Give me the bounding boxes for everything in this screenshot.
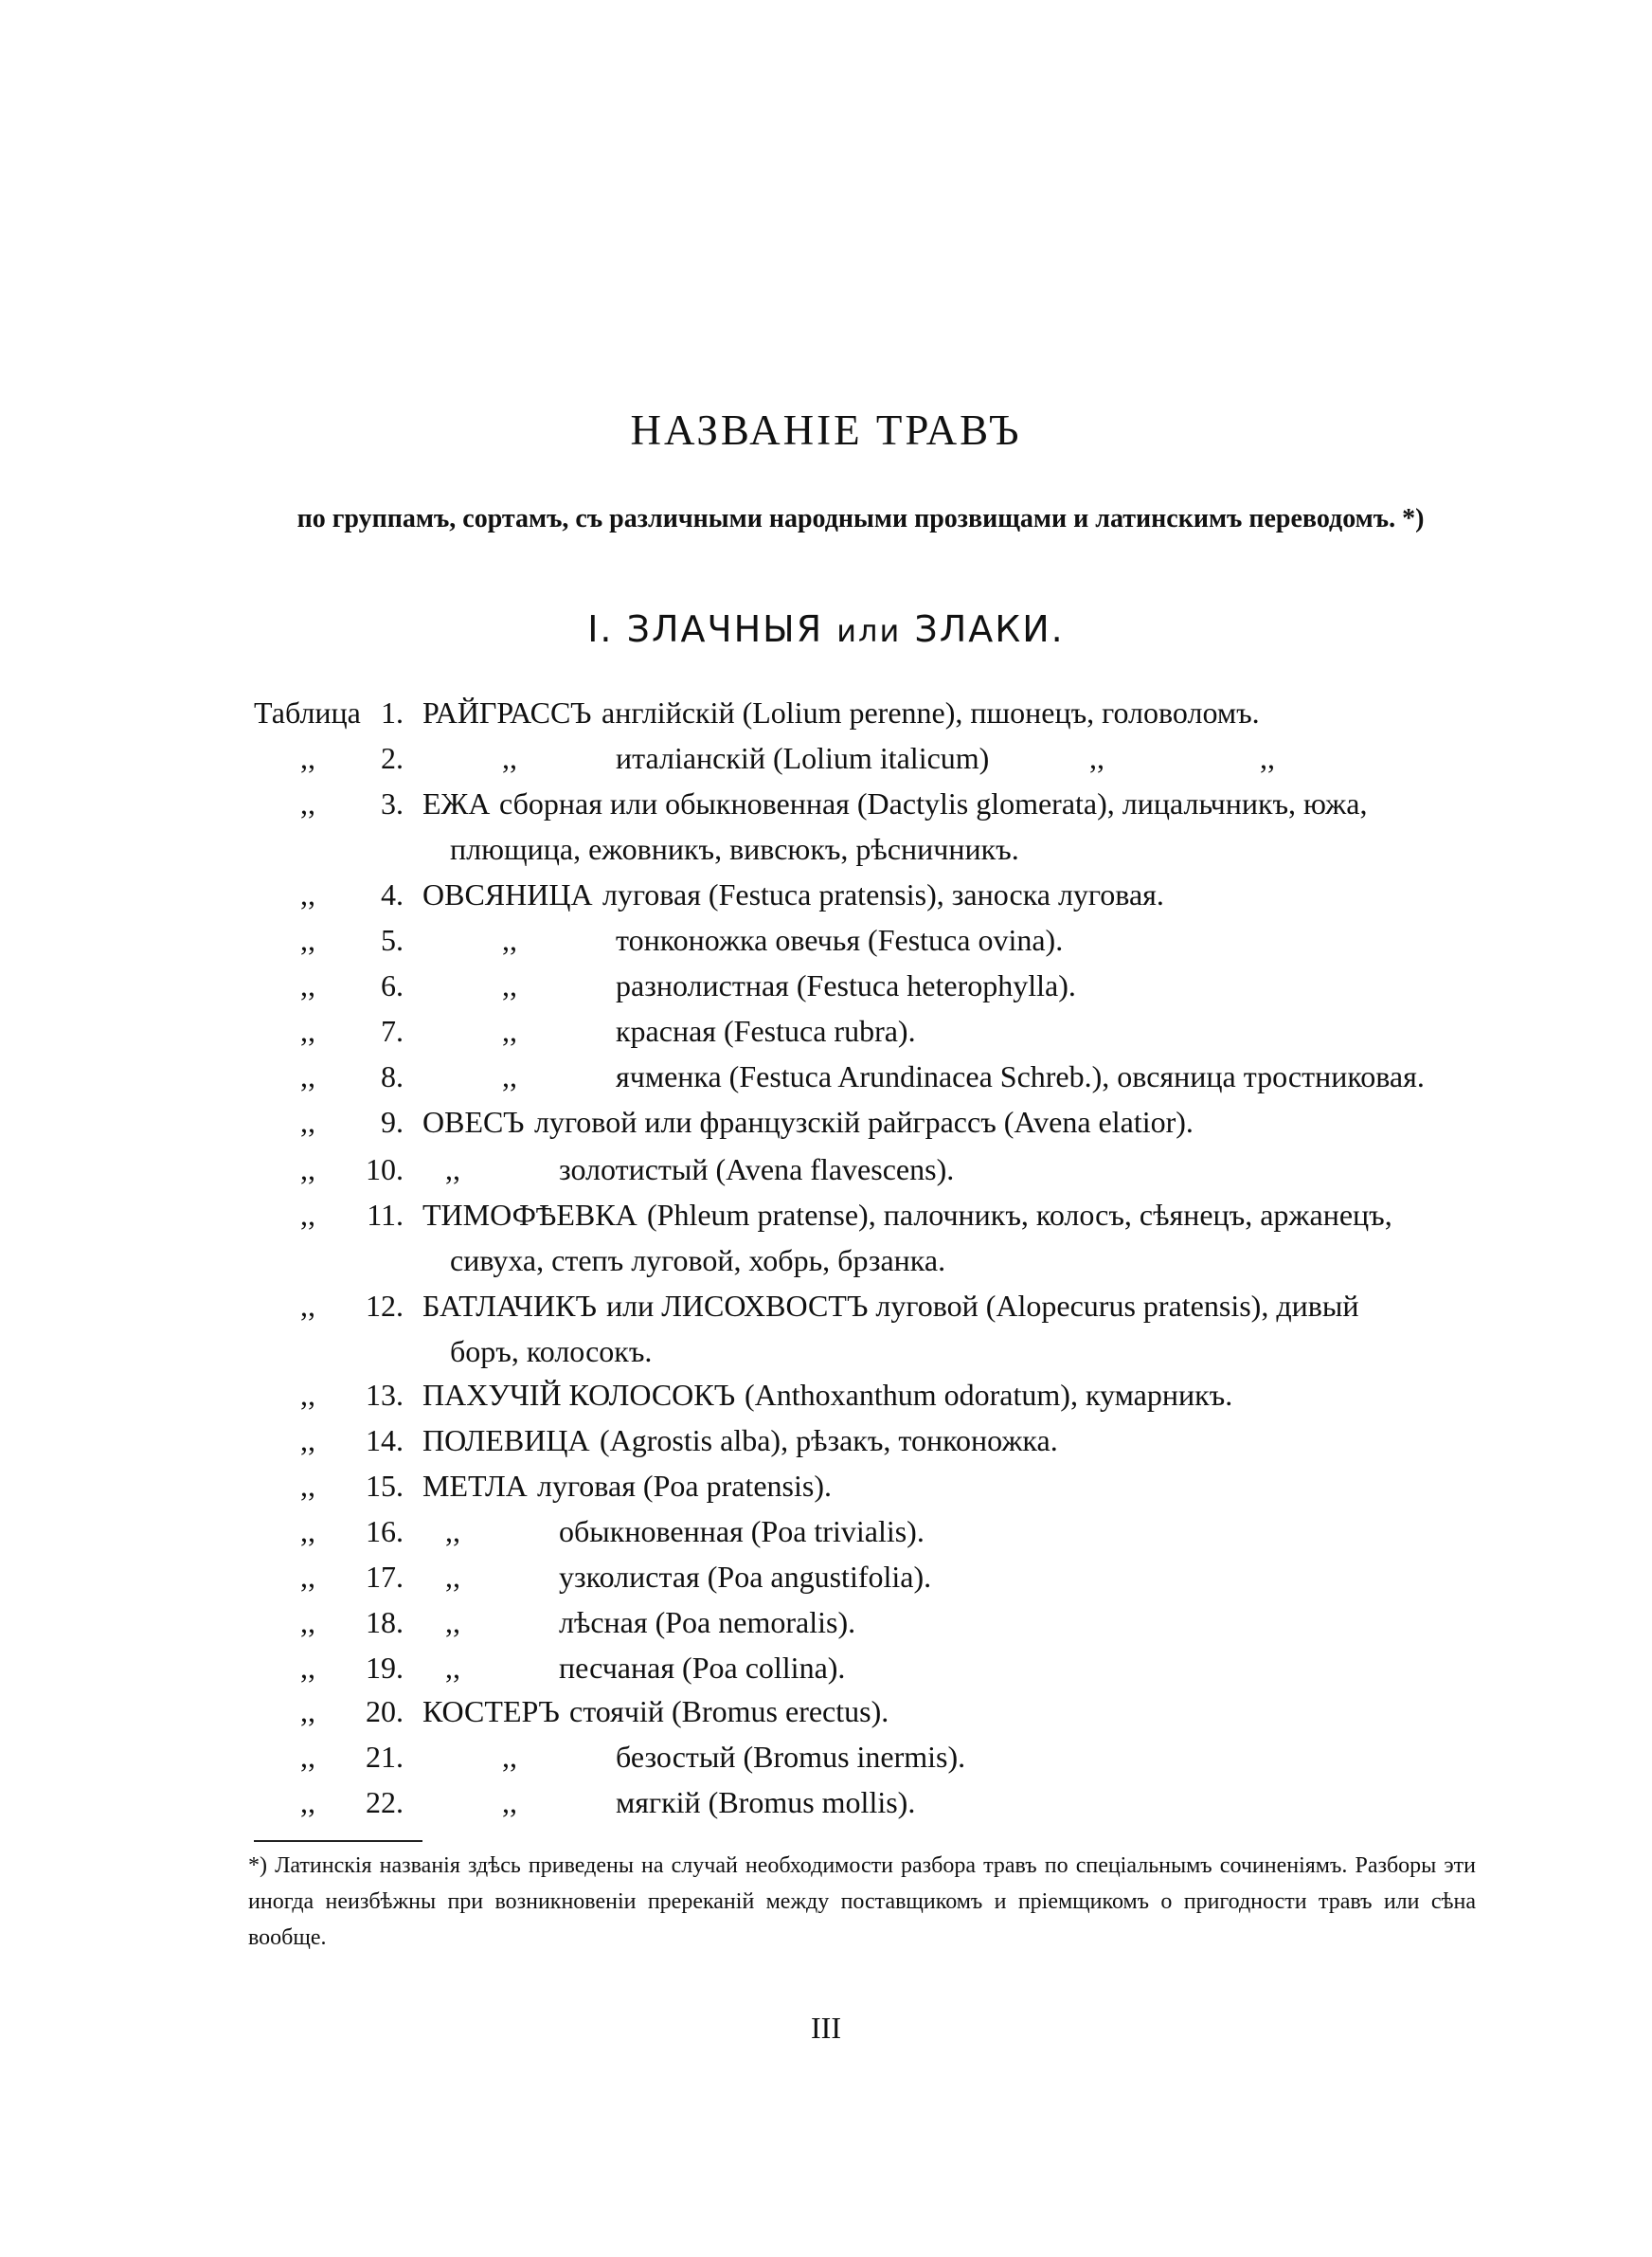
entry-number: 7. xyxy=(381,1014,404,1048)
grass-name: ОВЕСЪ xyxy=(422,1105,525,1139)
grass-name: ЕЖА xyxy=(422,786,491,821)
entry-description: англійскій (Lolium perenne), пшонецъ, головоломъ. xyxy=(602,695,1260,730)
entry-number: 11. xyxy=(367,1198,404,1232)
ditto-mark: ,, xyxy=(300,923,315,957)
entry-description: или ЛИСОХВОСТЪ луговой (Alopecurus pratensis), дивый xyxy=(606,1289,1359,1323)
entry-number: 16. xyxy=(366,1514,404,1548)
ditto-mark: ,, xyxy=(300,1105,315,1139)
entry-number: 2. xyxy=(381,741,404,775)
ditto-mark: ,, xyxy=(1089,741,1104,775)
entry-continuation: сивуха, степъ луговой, хобрь, брзанка. xyxy=(450,1243,946,1277)
ditto-mark: ,, xyxy=(300,1469,315,1503)
entry-number: 21. xyxy=(366,1740,404,1774)
ditto-mark: ,, xyxy=(300,1785,315,1819)
entry-description: луговой или французскій райграссъ (Avena elatior). xyxy=(534,1105,1194,1139)
page-number: III xyxy=(811,2011,841,2045)
ditto-mark: ,, xyxy=(1260,741,1275,775)
ditto-mark: ,, xyxy=(300,877,315,912)
ditto-mark: ,, xyxy=(445,1560,460,1594)
entry-description: разнолистная (Festuca heterophylla). xyxy=(616,968,1076,1002)
ditto-mark: ,, xyxy=(300,1605,315,1639)
ditto-mark: ,, xyxy=(300,1014,315,1048)
grass-name: БАТЛАЧИКЪ xyxy=(422,1289,597,1323)
entry-number: 17. xyxy=(366,1560,404,1594)
entry-description: стоячій (Bromus erectus). xyxy=(569,1694,889,1728)
entry-number: 6. xyxy=(381,968,404,1002)
entry-description: обыкновенная (Poa trivialis). xyxy=(559,1514,925,1548)
entry-description: луговая (Festuca pratensis), заноска луговая. xyxy=(602,877,1164,912)
entry-number: 8. xyxy=(381,1059,404,1093)
entry-description: мягкій (Bromus mollis). xyxy=(616,1785,916,1819)
entry-number: 9. xyxy=(381,1105,404,1139)
entry-number: 15. xyxy=(366,1469,404,1503)
ditto-mark: ,, xyxy=(445,1651,460,1685)
entry-description: узколистая (Poa angustifolia). xyxy=(559,1560,932,1594)
ditto-mark: ,, xyxy=(300,1651,315,1685)
ditto-mark: ,, xyxy=(502,1740,517,1774)
grass-name: КОСТЕРЪ xyxy=(422,1694,560,1728)
ditto-mark: ,, xyxy=(300,968,315,1002)
ditto-mark: ,, xyxy=(300,1198,315,1232)
entry-number: 5. xyxy=(381,923,404,957)
ditto-mark: ,, xyxy=(300,1378,315,1412)
entry-number: 1. xyxy=(381,695,404,730)
grass-name: ТИМОФѢЕВКА xyxy=(422,1198,637,1232)
ditto-mark: ,, xyxy=(300,786,315,821)
ditto-mark: ,, xyxy=(445,1514,460,1548)
entry-number: 4. xyxy=(381,877,404,912)
ditto-mark: ,, xyxy=(300,1152,315,1186)
entry-description: (Agrostis alba), рѣзакъ, тонконожка. xyxy=(600,1423,1058,1457)
entry-number: 14. xyxy=(366,1423,404,1457)
footnote-rule xyxy=(254,1840,422,1842)
ditto-mark: ,, xyxy=(502,923,517,957)
grass-name: РАЙГРАССЪ xyxy=(422,695,592,730)
ditto-mark: ,, xyxy=(300,1694,315,1728)
ditto-mark: ,, xyxy=(502,968,517,1002)
ditto-mark: ,, xyxy=(502,1014,517,1048)
entry-number: 3. xyxy=(381,786,404,821)
ditto-mark: ,, xyxy=(300,1059,315,1093)
ditto-mark: ,, xyxy=(445,1605,460,1639)
entry-description: (Anthoxanthum odoratum), кумарникъ. xyxy=(745,1378,1233,1412)
entry-number: 19. xyxy=(366,1651,404,1685)
ditto-mark: ,, xyxy=(300,1560,315,1594)
grass-name: МЕТЛА xyxy=(422,1469,528,1503)
entry-description: лѣсная (Poa nemoralis). xyxy=(559,1605,856,1639)
ditto-mark: ,, xyxy=(502,1059,517,1093)
entry-description: безостый (Bromus inermis). xyxy=(616,1740,966,1774)
entry-description: золотистый (Avena flavescens). xyxy=(559,1152,955,1186)
entry-description: сборная или обыкновенная (Dactylis glomerata), лицальчникъ, южа, xyxy=(499,786,1368,821)
entry-description: красная (Festuca rubra). xyxy=(616,1014,916,1048)
entry-number: 13. xyxy=(366,1378,404,1412)
grass-name: ПАХУЧІЙ КОЛОСОКЪ xyxy=(422,1378,736,1412)
table-label: Таблица xyxy=(254,695,361,730)
page-title: НАЗВАНІЕ ТРАВЪ xyxy=(630,406,1022,454)
page-subtitle: по группамъ, сортамъ, съ различными народными прозвищами и латинскимъ переводомъ. *) xyxy=(296,504,1425,533)
ditto-mark: ,, xyxy=(445,1152,460,1186)
entry-number: 18. xyxy=(366,1605,404,1639)
entry-description: италіанскій (Lolium italicum) xyxy=(616,741,990,775)
entry-description: песчаная (Poa collina). xyxy=(559,1651,846,1685)
entry-description: (Phleum pratense), палочникъ, колосъ, сѣянецъ, аржанецъ, xyxy=(647,1198,1392,1232)
section-heading xyxy=(0,608,1652,650)
ditto-mark: ,, xyxy=(502,741,517,775)
ditto-mark: ,, xyxy=(300,741,315,775)
entry-number: 12. xyxy=(366,1289,404,1323)
ditto-mark: ,, xyxy=(300,1423,315,1457)
section-connector: или xyxy=(836,613,902,649)
entry-description: тонконожка овечья (Festuca ovina). xyxy=(616,923,1064,957)
section-heading-word-2: ЗЛАКИ. xyxy=(914,608,1065,650)
footnote: *) Латинскія названія здѣсь приведены на случай необходимости разбора травъ по спеціальнымъ сочиненіямъ. Разборы эти иногда неизбѣжны при возникновеніи пререканій между поставщикомъ и пріемщикомъ о пригодности травъ или сѣна вообще. xyxy=(248,1853,1476,1950)
entry-description: луговая (Poa pratensis). xyxy=(537,1469,832,1503)
entry-number: 20. xyxy=(366,1694,404,1728)
entry-description: ячменка (Festuca Arundinacea Schreb.), овсяница тростниковая. xyxy=(616,1059,1425,1093)
ditto-mark: ,, xyxy=(502,1785,517,1819)
ditto-mark: ,, xyxy=(300,1740,315,1774)
entry-continuation: плющица, ежовникъ, вивсюкъ, рѣсничникъ. xyxy=(450,832,1019,866)
ditto-mark: ,, xyxy=(300,1514,315,1548)
entry-number: 10. xyxy=(366,1152,404,1186)
grass-name: ОВСЯНИЦА xyxy=(422,877,593,912)
entry-continuation: боръ, колосокъ. xyxy=(450,1334,653,1368)
section-heading-word: ЗЛАЧНЫЯ xyxy=(626,608,824,650)
entry-number: 22. xyxy=(366,1785,404,1819)
ditto-mark: ,, xyxy=(300,1289,315,1323)
grass-name: ПОЛЕВИЦА xyxy=(422,1423,590,1457)
section-roman: I. xyxy=(587,608,614,650)
